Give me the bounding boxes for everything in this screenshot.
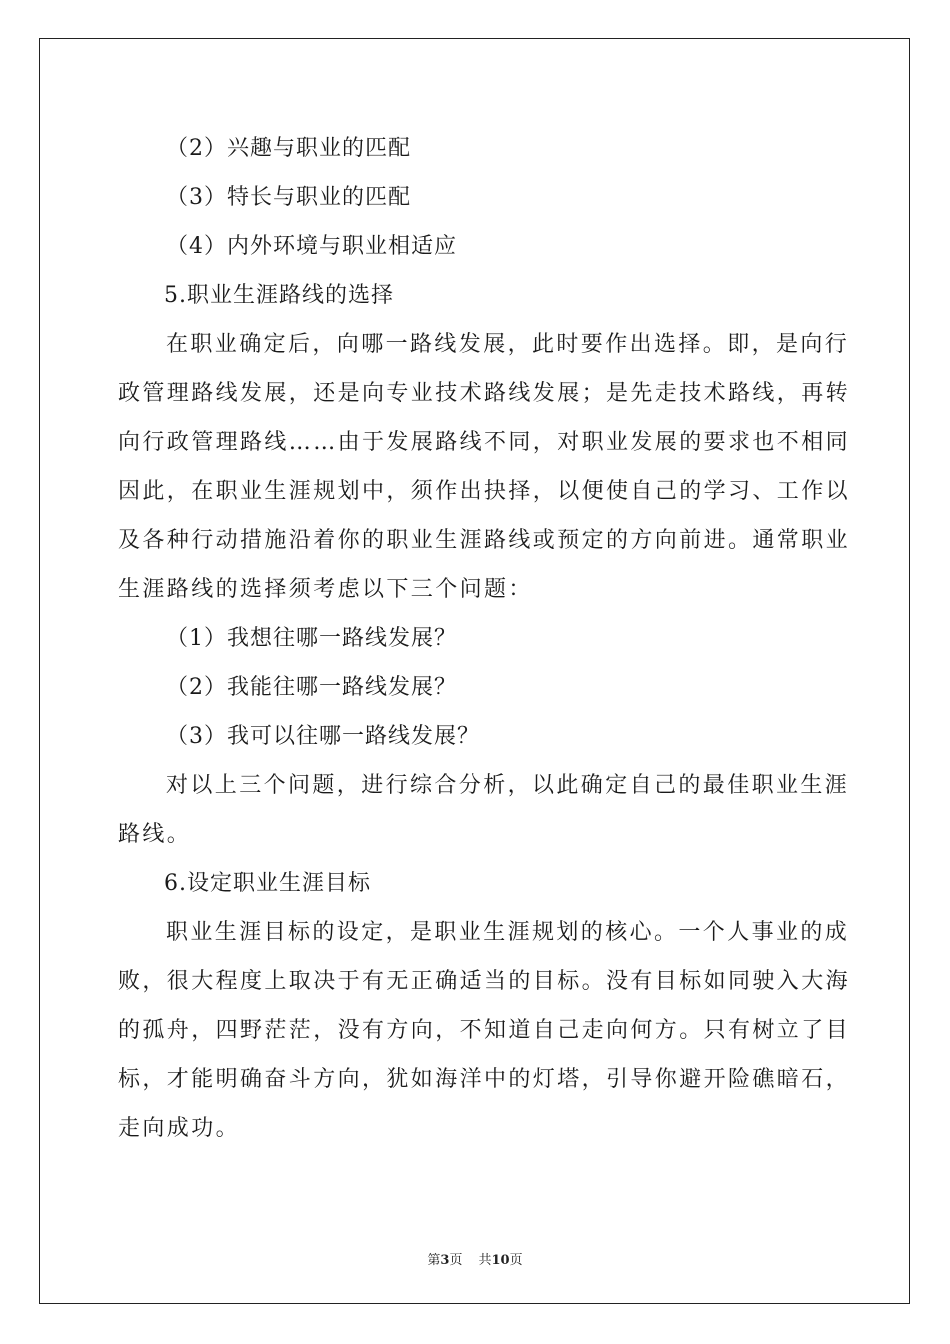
section-heading-5: 5.职业生涯路线的选择 [164,283,394,308]
paragraph-line: 生涯路线的选择须考虑以下三个问题： [118,577,533,602]
total-suffix: 页 [509,1253,523,1268]
page-footer [0,1249,950,1268]
paragraph-line: 职业生涯目标的设定，是职业生涯规划的核心。一个人事业的成 [166,920,850,945]
page-suffix: 页 [449,1253,463,1268]
paragraph-line: 及各种行动措施沿着你的职业生涯路线或预定的方向前进。通常职业 [118,528,851,553]
paragraph-line: 走向成功。 [118,1116,241,1141]
page-prefix: 第 [427,1253,441,1268]
total-pages: 10 [491,1253,510,1268]
paragraph-line: 政管理路线发展，还是向专业技术路线发展；是先走技术路线，再转 [118,381,851,406]
list-item: （2）我能往哪一路线发展？ [166,675,457,700]
list-item: （2）兴趣与职业的匹配 [166,136,411,161]
paragraph-line: 在职业确定后，向哪一路线发展，此时要作出选择。即，是向行 [166,332,850,357]
paragraph-line: 因此，在职业生涯规划中，须作出抉择，以便使自己的学习、工作以 [118,479,851,504]
paragraph-route-selection [118,320,851,614]
paragraph-line: 对以上三个问题，进行综合分析，以此确定自己的最佳职业生涯 [166,773,850,798]
paragraph-career-goal [118,908,851,1153]
total-prefix: 共 [478,1253,492,1268]
list-item: （4）内外环境与职业相适应 [166,234,457,259]
paragraph-line: 路线。 [118,822,192,847]
page-current: 3 [440,1253,450,1268]
list-item: （3）我可以往哪一路线发展？ [166,724,480,749]
paragraph-analysis [118,761,850,859]
document-body [118,124,851,1153]
paragraph-line: 标，才能明确奋斗方向，犹如海洋中的灯塔，引导你避开险礁暗石， [118,1067,851,1092]
list-item: （3）特长与职业的匹配 [166,185,411,210]
paragraph-line: 败，很大程度上取决于有无正确适当的目标。没有目标如同驶入大海 [118,969,851,994]
list-item: （1）我想往哪一路线发展？ [166,626,457,651]
section-heading-6: 6.设定职业生涯目标 [164,871,371,896]
paragraph-line: 的孤舟，四野茫茫，没有方向，不知道自己走向何方。只有树立了目 [118,1018,851,1043]
paragraph-line: 向行政管理路线……由于发展路线不同，对职业发展的要求也不相同 [118,430,851,455]
